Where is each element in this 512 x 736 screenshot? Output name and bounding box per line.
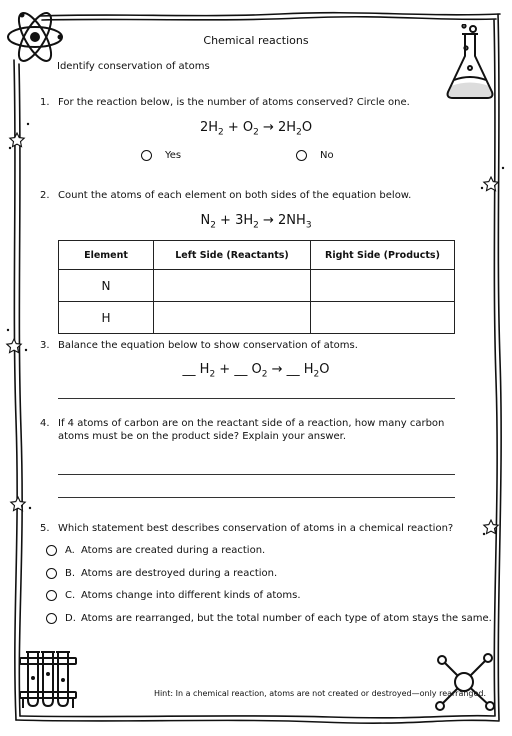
radio-circle-icon[interactable] [46, 590, 57, 601]
worksheet-subtitle: Identify conservation of atoms [57, 61, 210, 72]
question-number: 2. [40, 190, 50, 201]
answer-cell[interactable] [311, 302, 455, 334]
radio-circle-icon[interactable] [296, 150, 307, 161]
star-icon [11, 497, 25, 511]
answer-line[interactable] [58, 398, 455, 399]
radio-circle-icon[interactable] [46, 613, 57, 624]
table-row [59, 270, 455, 302]
atom-count-table [58, 240, 455, 334]
column-header: Element [59, 241, 154, 270]
molecule-icon [432, 650, 496, 714]
question-text: Which statement best describes conservation of atoms in a chemical reaction? [58, 523, 454, 534]
equation-2: $N_2 + 3H_2 \to 2NH_3$ [200, 213, 312, 231]
test-tubes-icon [18, 648, 80, 710]
answer-cell[interactable] [154, 270, 311, 302]
hint-text: Hint: In a chemical reaction, atoms are not created or destroyed—only rearranged. [153, 689, 487, 698]
element-cell: N [59, 270, 154, 302]
table-header-row [59, 241, 455, 270]
question-text: For the reaction below, is the number of atoms conserved? Circle one. [58, 97, 410, 108]
page-title: Chemical reactions [203, 34, 309, 47]
radio-circle-icon[interactable] [46, 568, 57, 579]
question-number: 5. [40, 523, 50, 534]
question-text: Count the atoms of each element on both sides of the equation below. [58, 190, 412, 201]
radio-circle-icon[interactable] [46, 545, 57, 556]
answer-cell[interactable] [311, 270, 455, 302]
star-icon [484, 177, 498, 191]
question-number: 3. [40, 340, 50, 351]
table-row [59, 302, 455, 334]
column-header: Left Side (Reactants) [154, 241, 311, 270]
question-text: If 4 atoms of carbon are on the reactant side of a reaction, how many carbon atoms must be on the product side? Explain your answer. [58, 418, 445, 442]
question-number: 1. [40, 97, 50, 108]
column-header: Right Side (Products) [311, 241, 455, 270]
answer-line[interactable] [58, 497, 455, 498]
question-text: Balance the equation below to show conservation of atoms. [58, 340, 358, 351]
radio-circle-icon[interactable] [141, 150, 152, 161]
equation-3: __ $H_2$ + __ $O_2$ → __ $H_2O$ [182, 362, 330, 380]
answer-line[interactable] [58, 474, 455, 475]
answer-cell[interactable] [154, 302, 311, 334]
equation-1: $2H_2 + O_2 \to 2H_2O$ [199, 120, 313, 138]
question-number: 4. [40, 418, 50, 429]
element-cell: H [59, 302, 154, 334]
